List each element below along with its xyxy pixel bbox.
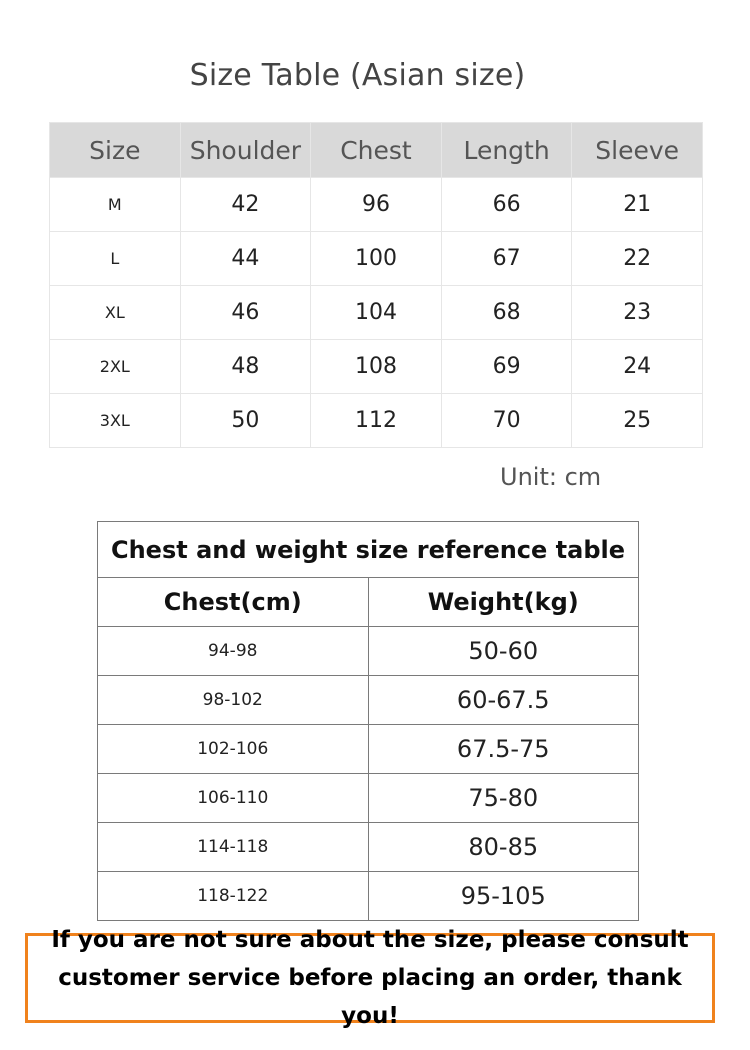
consult-notice-box <box>25 927 715 1029</box>
size-cell: L <box>50 232 181 286</box>
length-cell: 69 <box>441 340 572 394</box>
table-row <box>50 232 703 286</box>
size-table <box>49 122 703 448</box>
notice-line-1: If you are not sure about the size, please consult <box>51 927 689 953</box>
chest-cell: 108 <box>311 340 442 394</box>
weight-range-cell: 50-60 <box>368 627 639 676</box>
chest-cell: 104 <box>311 286 442 340</box>
shoulder-cell: 48 <box>180 340 311 394</box>
sleeve-cell: 21 <box>572 178 703 232</box>
length-cell: 68 <box>441 286 572 340</box>
header-length: Length <box>441 123 572 178</box>
size-cell: XL <box>50 286 181 340</box>
table-row <box>98 774 639 823</box>
table-row <box>50 286 703 340</box>
unit-label: Unit: cm <box>500 463 602 491</box>
sleeve-cell: 23 <box>572 286 703 340</box>
sleeve-cell: 25 <box>572 394 703 448</box>
length-cell: 67 <box>441 232 572 286</box>
table-row <box>50 178 703 232</box>
chest-cell: 112 <box>311 394 442 448</box>
table-row <box>98 823 639 872</box>
table-row <box>98 872 639 921</box>
weight-range-cell: 60-67.5 <box>368 676 639 725</box>
weight-range-cell: 80-85 <box>368 823 639 872</box>
sleeve-cell: 24 <box>572 340 703 394</box>
shoulder-cell: 46 <box>180 286 311 340</box>
table-row <box>98 676 639 725</box>
table-row <box>50 340 703 394</box>
weight-range-cell: 67.5-75 <box>368 725 639 774</box>
table-row <box>98 725 639 774</box>
size-cell: 3XL <box>50 394 181 448</box>
header-chest-cm: Chest(cm) <box>98 578 369 627</box>
chest-range-cell: 94-98 <box>98 627 369 676</box>
header-shoulder: Shoulder <box>180 123 311 178</box>
header-chest: Chest <box>311 123 442 178</box>
consult-notice-text <box>28 921 712 1035</box>
header-weight-kg: Weight(kg) <box>368 578 639 627</box>
size-table-title: Size Table (Asian size) <box>189 58 526 93</box>
size-cell: M <box>50 178 181 232</box>
size-table-header-row <box>50 123 703 178</box>
shoulder-cell: 44 <box>180 232 311 286</box>
weight-range-cell: 95-105 <box>368 872 639 921</box>
chest-cell: 96 <box>311 178 442 232</box>
header-size: Size <box>50 123 181 178</box>
table-row <box>98 627 639 676</box>
chest-weight-reference-table <box>97 521 639 921</box>
weight-range-cell: 75-80 <box>368 774 639 823</box>
table-row <box>50 394 703 448</box>
shoulder-cell: 50 <box>180 394 311 448</box>
notice-line-2: customer service before placing an order, thank you! <box>58 965 682 1029</box>
length-cell: 66 <box>441 178 572 232</box>
reference-table-caption-row <box>98 522 639 578</box>
header-sleeve: Sleeve <box>572 123 703 178</box>
chest-range-cell: 102-106 <box>98 725 369 774</box>
reference-table-title: Chest and weight size reference table <box>98 522 639 578</box>
chest-range-cell: 114-118 <box>98 823 369 872</box>
chest-cell: 100 <box>311 232 442 286</box>
chest-range-cell: 106-110 <box>98 774 369 823</box>
chest-range-cell: 98-102 <box>98 676 369 725</box>
reference-table-header-row <box>98 578 639 627</box>
chest-range-cell: 118-122 <box>98 872 369 921</box>
shoulder-cell: 42 <box>180 178 311 232</box>
sleeve-cell: 22 <box>572 232 703 286</box>
size-cell: 2XL <box>50 340 181 394</box>
length-cell: 70 <box>441 394 572 448</box>
